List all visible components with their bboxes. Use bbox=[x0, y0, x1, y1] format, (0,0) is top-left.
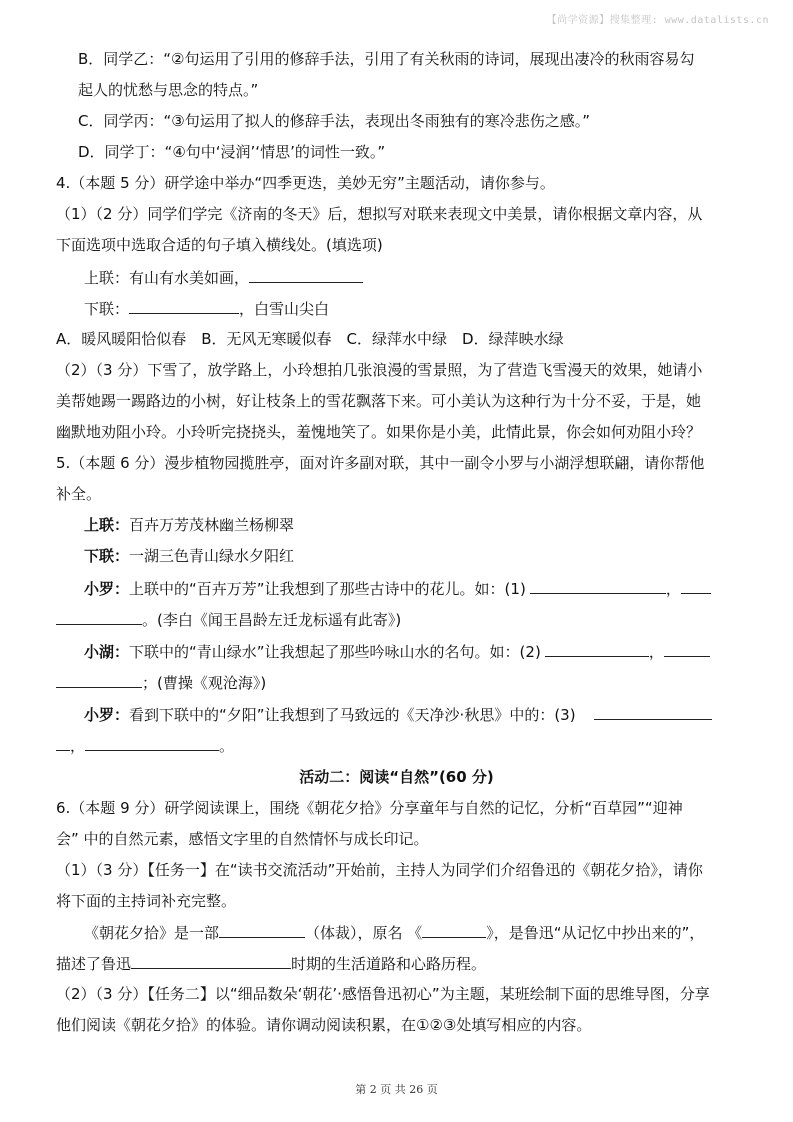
q6-stem-line1: 6.（本题 9 分）研学阅读课上，围绕《朝花夕拾》分享童年与自然的记忆，分析“百草园”“迎神 bbox=[56, 799, 683, 817]
q5-blank-1a[interactable] bbox=[530, 577, 666, 594]
q6-original-title-blank[interactable] bbox=[422, 921, 486, 938]
q5-luo2-line2 bbox=[56, 734, 234, 757]
q5-upper-text: 百卉万芳茂林幽兰杨柳翠 bbox=[129, 516, 295, 534]
q6-task2-line2: 他们阅读《朝花夕拾》的体验。请你调动阅读积累，在①②③处填写相应的内容。 bbox=[56, 1016, 592, 1034]
q5-blank-2b-start[interactable] bbox=[664, 640, 710, 657]
q4-upper-text: 上联：有山有水美如画， bbox=[84, 269, 250, 287]
q5-comma-1: ， bbox=[665, 580, 681, 598]
q6-fill-text-2: （体裁），原名 《 bbox=[305, 924, 423, 942]
q5-blank-3a-end[interactable] bbox=[56, 734, 70, 751]
q5-luo-text: 上联中的“百卉万芳”让我想到了那些古诗中的花儿。如：(1) bbox=[129, 580, 526, 598]
q4-part1-line1: （1）（2 分）同学们学完《济南的冬天》后，想拟写对联来表现文中美景，请你根据文章内容，从 bbox=[56, 205, 703, 223]
q4-lower-couplet bbox=[84, 297, 329, 320]
q5-lower-label: 下联： bbox=[84, 547, 130, 565]
q6-fill-line2 bbox=[56, 952, 486, 975]
q5-hu-text: 下联中的“青山绿水”让我想起了那些吟咏山水的名句。如：(2) bbox=[129, 643, 541, 661]
q5-blank-1b-start[interactable] bbox=[681, 577, 711, 594]
q5-blank-2b-end[interactable] bbox=[56, 671, 142, 688]
q4-part2-line1: （2）（3 分）下雪了，放学路上，小玲想拍几张浪漫的雪景照，为了营造飞雪漫天的效果，她请小 bbox=[56, 361, 703, 379]
q4-stem: 4.（本题 5 分）研学途中举办“四季更迭，美妙无穷”主题活动，请你参与。 bbox=[56, 174, 555, 192]
q5-lower-text: 一湖三色青山绿水夕阳红 bbox=[129, 547, 295, 565]
q5-luo2-end: 。 bbox=[219, 737, 235, 755]
q3-option-d: D．同学丁：“④句中‘浸润’‘情思’的词性一致。” bbox=[78, 143, 386, 161]
q6-task2-line1: （2）（3 分）【任务二】以“细品数朵‘朝花’·感悟鲁迅初心”为主题，某班绘制下面的思维导图，分享 bbox=[56, 985, 710, 1003]
q4-options: A．暖风暖阳恰似春 B．无风无寒暖似春 C．绿萍水中绿 D．绿萍映水绿 bbox=[56, 330, 564, 348]
q3-option-c: C．同学丙：“③句运用了拟人的修辞手法，表现出冬雨独有的寒冷悲伤之感。” bbox=[78, 112, 590, 130]
q6-period-blank[interactable] bbox=[131, 952, 291, 969]
q5-stem-line1: 5.（本题 6 分）漫步植物园揽胜亭，面对许多副对联，其中一副令小罗与小湖浮想联翩，请你帮他 bbox=[56, 454, 705, 472]
q4-part1-line2: 下面选项中选取合适的句子填入横线处。(填选项) bbox=[56, 236, 383, 254]
q5-luo-label: 小罗： bbox=[84, 580, 130, 598]
q6-task1-line2: 将下面的主持词补充完整。 bbox=[56, 892, 237, 910]
q5-upper-couplet bbox=[84, 514, 294, 536]
q5-blank-3a-start[interactable] bbox=[594, 703, 712, 720]
q6-task1-line1: （1）（3 分）【任务一】在“读书交流活动”开始前，主持人为同学们介绍鲁迅的《朝花夕拾》，请你 bbox=[56, 861, 703, 879]
q5-blank-3b[interactable] bbox=[85, 734, 219, 751]
q5-hu-label: 小湖： bbox=[84, 643, 130, 661]
q6-fill-text-4: 描述了鲁迅 bbox=[56, 955, 132, 973]
q5-comma-2: ， bbox=[648, 643, 664, 661]
q5-hu-line bbox=[84, 640, 710, 663]
q4-part2-line3: 幽默地劝阻小玲。小玲听完挠挠头，羞愧地笑了。如果你是小美，此情此景，你会如何劝阻小玲？ bbox=[56, 423, 702, 441]
q5-hu-end: ；(曹操《观沧海》) bbox=[142, 674, 267, 692]
q4-lower-prefix: 下联： bbox=[84, 300, 130, 318]
q6-fill-text-1: 《朝花夕拾》是一部 bbox=[84, 924, 220, 942]
page-footer: 第 2 页 共 26 页 bbox=[355, 1083, 438, 1096]
q6-fill-text-5: 时期的生活道路和心路历程。 bbox=[291, 955, 487, 973]
q6-genre-blank[interactable] bbox=[219, 921, 305, 938]
q4-part2-line2: 美帮她踢一踢路边的小树，好让枝条上的雪花飘落下来。可小美认为这种行为十分不妥，于是，她 bbox=[56, 392, 702, 410]
q3-option-b-line1: B．同学乙：“②句运用了引用的修辞手法，引用了有关秋雨的诗词，展现出凄冷的秋雨容易勾 bbox=[78, 50, 695, 68]
q5-luo2-line bbox=[84, 703, 712, 726]
q5-blank-2a[interactable] bbox=[545, 640, 649, 657]
q5-luo-line bbox=[84, 577, 711, 600]
q4-upper-couplet bbox=[84, 266, 363, 289]
q5-hu-line2 bbox=[56, 671, 266, 694]
q6-fill-line1 bbox=[84, 921, 704, 944]
q4-upper-blank[interactable] bbox=[249, 266, 363, 283]
q5-luo2-label: 小罗： bbox=[84, 706, 130, 724]
watermark: 【尚学资源】搜集整理: www.datalists.cn bbox=[546, 15, 769, 26]
q4-lower-suffix: ，白雪山尖白 bbox=[239, 300, 330, 318]
q5-luo2-text: 看到下联中的“夕阳”让我想到了马致远的《天净沙·秋思》中的：(3) bbox=[129, 706, 576, 724]
q5-lower-couplet bbox=[84, 545, 294, 567]
q5-luo-line2 bbox=[56, 608, 401, 631]
q4-lower-blank[interactable] bbox=[129, 297, 239, 314]
q5-luo-end: 。(李白《闻王昌龄左迁龙标遥有此寄》) bbox=[142, 611, 402, 629]
q3-option-b-line2: 起人的忧愁与思念的特点。” bbox=[78, 81, 259, 99]
q6-stem-line2: 会” 中的自然元素，感悟文字里的自然情怀与成长印记。 bbox=[56, 830, 429, 848]
q5-comma-3: ， bbox=[70, 737, 86, 755]
q5-stem-line2: 补全。 bbox=[56, 485, 102, 503]
q5-blank-1b-end[interactable] bbox=[56, 608, 142, 625]
q6-fill-text-3: 》，是鲁迅“从记忆中抄出来的”， bbox=[486, 924, 705, 942]
activity2-heading: 活动二：阅读“自然”(60 分) bbox=[299, 768, 494, 786]
q5-upper-label: 上联： bbox=[84, 516, 130, 534]
